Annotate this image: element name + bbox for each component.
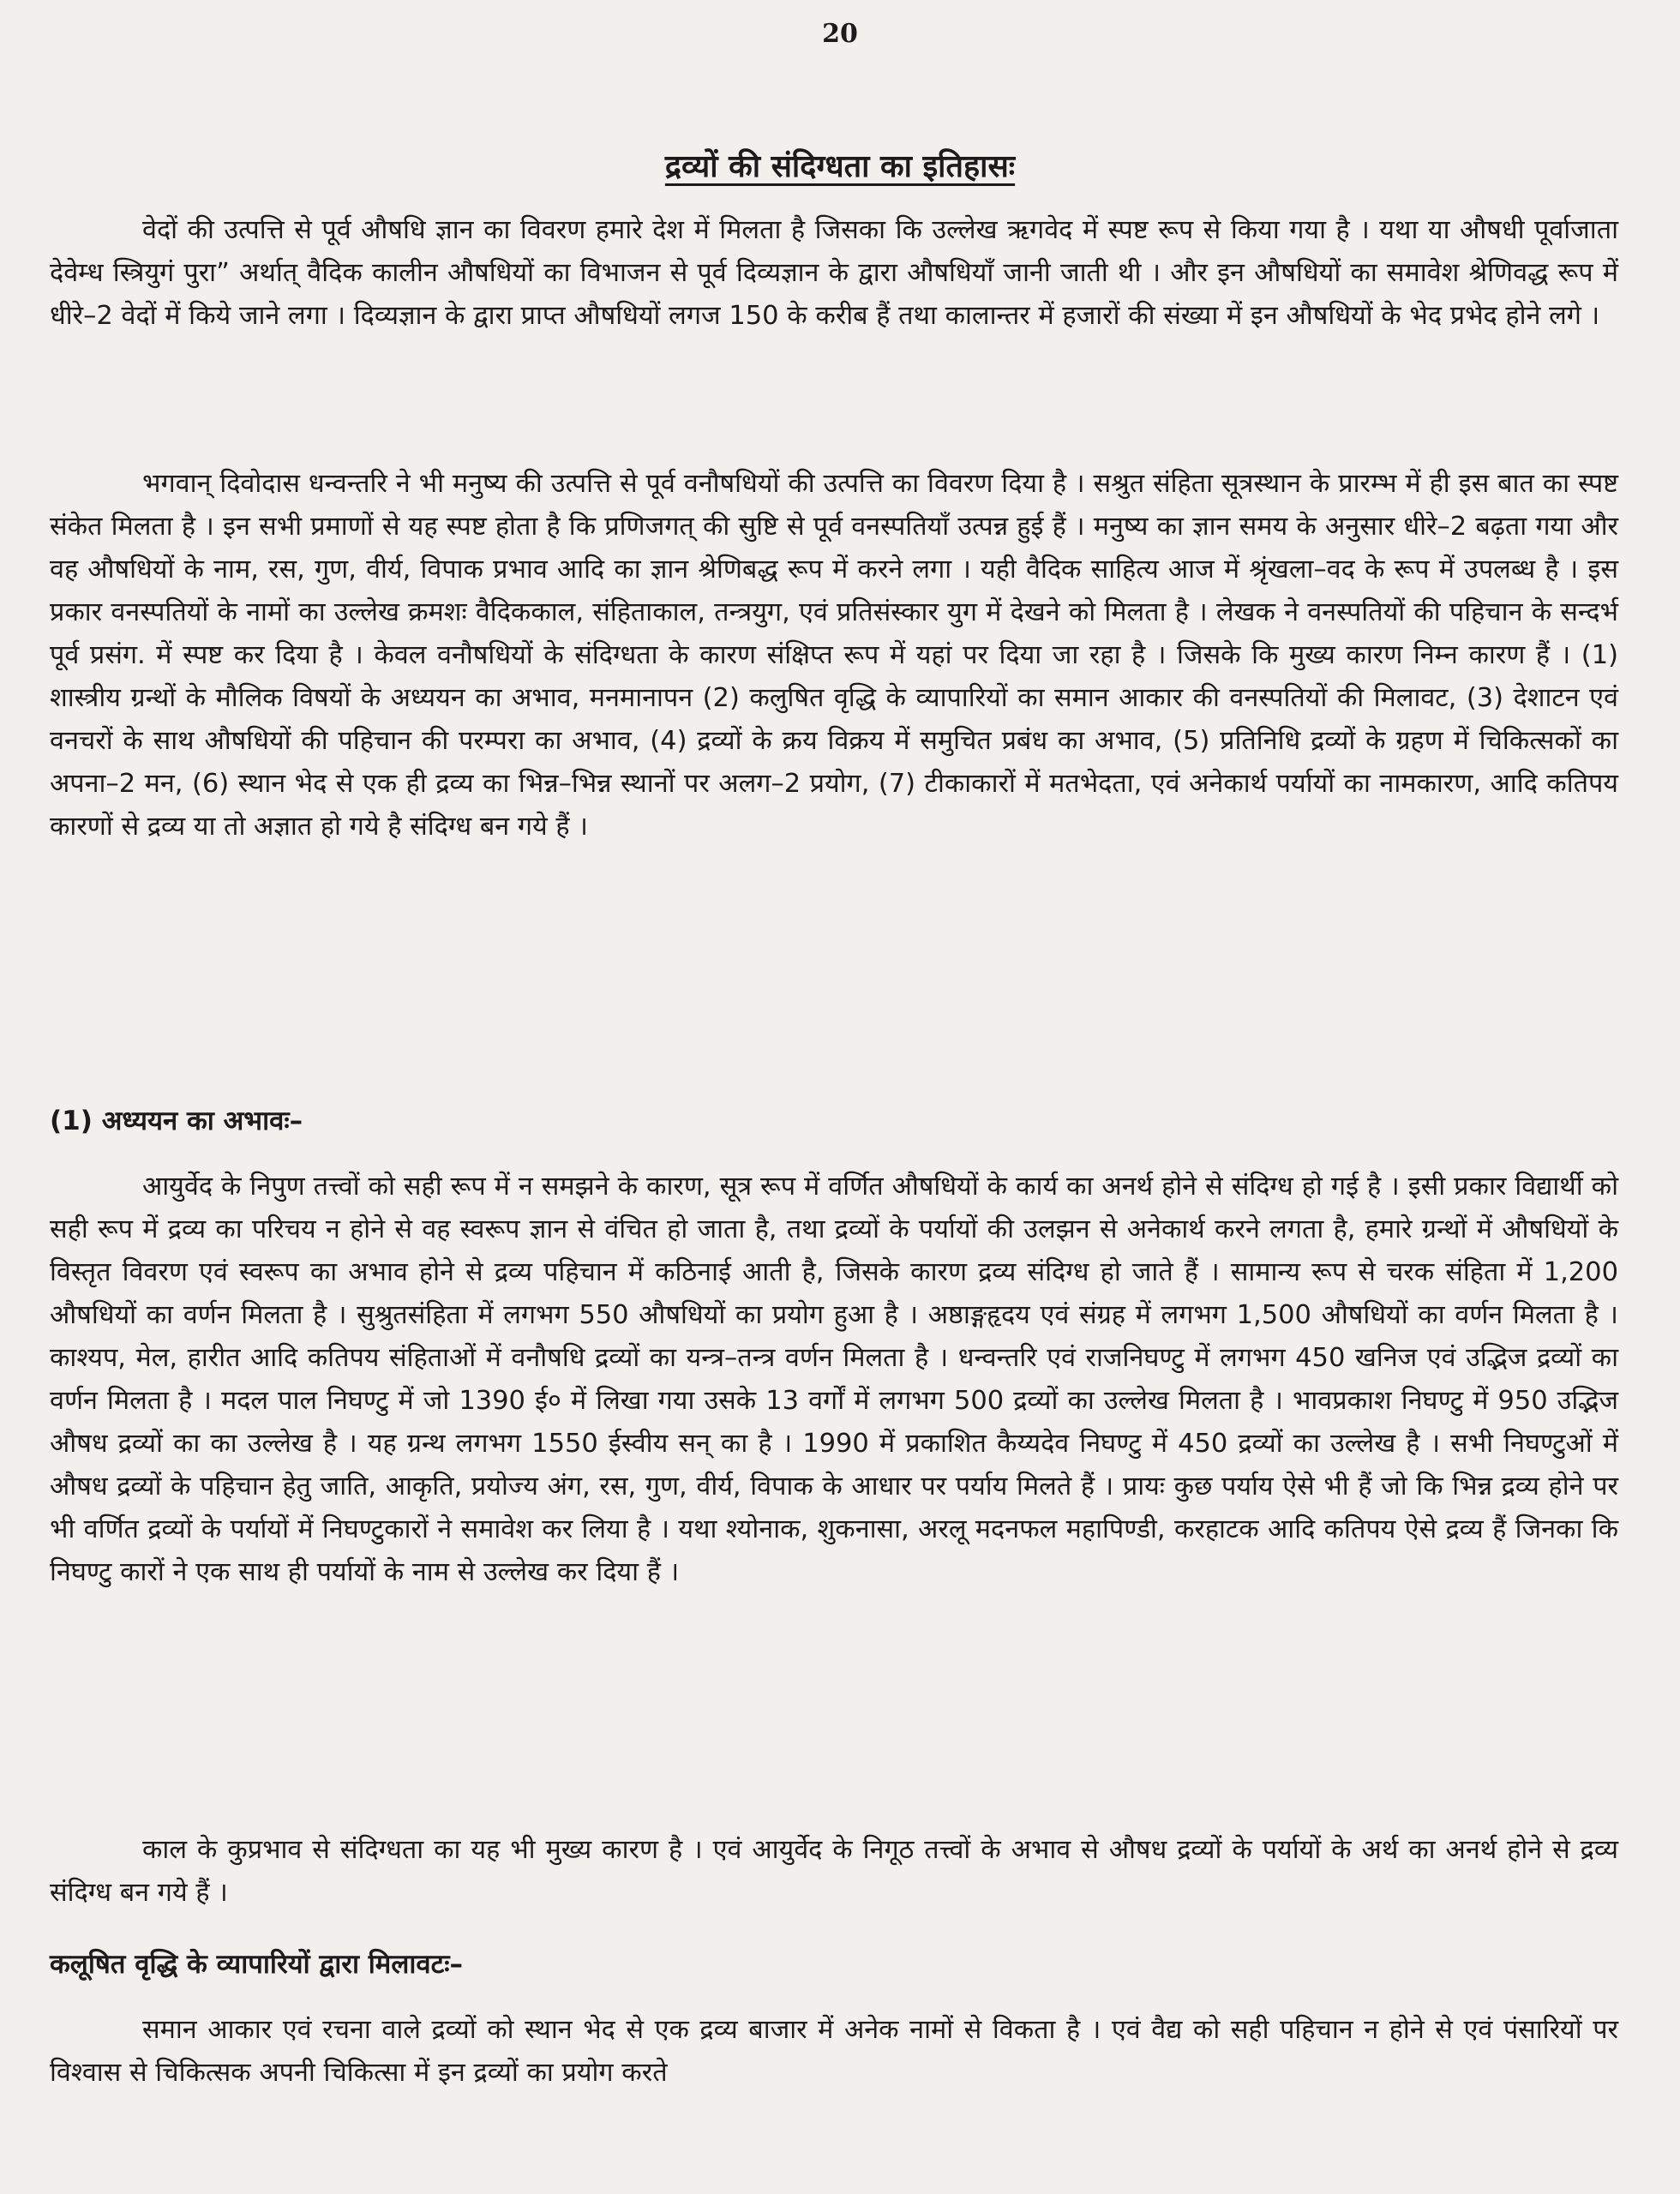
paragraph-text: समान आकार एवं रचना वाले द्रव्यों को स्थान भेद से एक द्रव्य बाजार में अनेक नामों से विकता है । एवं वैद्य को सही पहिचान न होने से एवं पंसारियों पर विश्वास से चिकित्सक अपनी चिकित्सा में इन द्रव्यों का प्रयोग करते [50,2015,1618,2088]
paragraph-vedic-origin [50,209,1618,338]
paragraph-time-effect [50,1829,1618,1915]
page-number: 20 [822,19,858,49]
paragraph-text: काल के कुप्रभाव से संदिग्धता का यह भी मुख्य कारण है । एवं आयुर्वेद के निगूठ तत्त्वों के अभाव से औषध द्रव्यों के पर्यायों के अर्थ का अनर्थ होने से द्रव्य संदिग्ध बन गये हैं । [50,1835,1618,1908]
paragraph-text: वेदों की उत्पत्ति से पूर्व औषधि ज्ञान का विवरण हमारे देश में मिलता है जिसका कि उल्लेख ऋगवेद में स्पष्ट रूप से किया गया है । यथा या औषधी पूर्वाजाता देवेम्ध स्त्रियुगं पुरा” अर्थात् वैदिक कालीन औषधियों का विभाजन से पूर्व दिव्यज्ञान के द्वारा औषधियाँ जानी जाती थी । और इन औषधियों का समावेश श्रेणिवद्ध रूप में धीरे–2 वेदों में किये जाने लगा । दिव्यज्ञान के द्वारा प्राप्त औषधियों लगज 150 के करीब हैं तथा कालान्तर में हजारों की संख्या में इन औषधियों के भेद प्रभेद होने लगे । [50,215,1618,331]
paragraph-adulteration [50,2009,1618,2095]
subheading-adulteration: कलूषित वृद्धि के व्यापारियों द्वारा मिलावटः– [50,1949,464,1980]
paragraph-text: आयुर्वेद के निपुण तत्त्वों को सही रूप में न समझने के कारण, सूत्र रूप में वर्णित औषधियों के कार्य का अनर्थ होने से संदिग्ध हो गई है । इसी प्रकार विद्यार्थी को सही रूप में द्रव्य का परिचय न होने से वह स्वरूप ज्ञान से वंचित हो जाता है, तथा द्रव्यों के पर्यायों की उलझन से अनेकार्थ करने लगता है, हमारे ग्रन्थों में औषधियों के विस्तृत विवरण एवं स्वरूप का अभाव होने से द्रव्य पहिचान में कठिनाई आती है, जिसके कारण द्रव्य संदिग्ध हो जाते हैं । सामान्य रूप से चरक संहिता में 1,200 औषधियों का वर्णन मिलता है । सुश्रुतसंहिता में लगभग 550 औषधियों का प्रयोग हुआ है । अष्ठाङ्गहृदय एवं संग्रह में लगभग 1,500 औषधियों का वर्णन मिलता है । काश्यप, मेल, हारीत आदि कतिपय संहिताओं में वनौषधि द्रव्यों का यन्त्र–तन्त्र वर्णन मिलता है । धन्वन्तरि एवं राजनिघण्टु में लगभग 450 खनिज एवं उद्भिज द्रव्यों का वर्णन मिलता है । मदल पाल निघण्टु में जो 1390 ई० में लिखा गया उसके 13 वर्गों में लगभग 500 द्रव्यों का उल्लेख मिलता है । भावप्रकाश निघण्टु में 950 उद्भिज औषध द्रव्यों का का उल्लेख है । यह ग्रन्थ लगभग 1550 ईस्वीय सन् का है । 1990 में प्रकाशित कैय्यदेव निघण्टु में 450 द्रव्यों का उल्लेख है । सभी निघण्टुओं में औषध द्रव्यों के पहिचान हेतु जाति, आकृति, प्रयोज्य अंग, रस, गुण, वीर्य, विपाक के आधार पर पर्याय मिलते हैं । प्रायः कुछ पर्याय ऐसे भी हैं जो कि भिन्न द्रव्य होने पर भी वर्णित द्रव्यों के पर्यायों में निघण्टुकारों ने समावेश कर लिया है । यथा श्योनाक, शुकनासा, अरलू मदनफल महापिण्डी, करहाटक आदि कतिपय ऐसे द्रव्य हैं जिनका कि निघण्टु कारों ने एक साथ ही पर्यायों के नाम से उल्लेख कर दिया हैं । [50,1172,1619,1587]
paragraph-causes [50,463,1618,848]
paragraph-study-lack [50,1166,1618,1594]
paragraph-text: भगवान् दिवोदास धन्वन्तरि ने भी मनुष्य की उत्पत्ति से पूर्व वनौषधियों की उत्पत्ति का विवरण दिया है । सश्रुत संहिता सूत्रस्थान के प्रारम्भ में ही इस बात का स्पष्ट संकेत मिलता है । इन सभी प्रमाणों से यह स्पष्ट होता है कि प्रणिजगत् की सुष्टि से पूर्व वनस्पतियाँ उत्पन्न हुई हैं । मनुष्य का ज्ञान समय के अनुसार धीरे–2 बढ़ता गया और वह औषधियों के नाम, रस, गुण, वीर्य, विपाक प्रभाव आदि का ज्ञान श्रेणिबद्ध रूप में करने लगा । यही वैदिक साहित्य आज में श्रृंखला–वद के रूप में उपलब्ध है । इस प्रकार वनस्पतियों के नामों का उल्लेख क्रमशः वैदिककाल, संहिताकाल, तन्त्रयुग, एवं प्रतिसंस्कार युग में देखने को मिलता है । लेखक ने वनस्पतियों की पहिचान के सन्दर्भ पूर्व प्रसंग. में स्पष्ट कर दिया है । केवल वनौषधियों के संदिग्धता के कारण संक्षिप्त रूप में यहां पर दिया जा रहा है । जिसके कि मुख्य कारण निम्न कारण हैं । (1) शास्त्रीय ग्रन्थों के मौलिक विषयों के अध्ययन का अभाव, मनमानापन (2) कलुषित वृद्धि के व्यापारियों का समान आकार की वनस्पतियों की मिलावट, (3) देशाटन एवं वनचरों के साथ औषधियों की पहिचान की परम्परा का अभाव, (4) द्रव्यों के क्रय विक्रय में समुचित प्रबंध का अभाव, (5) प्रतिनिधि द्रव्यों के ग्रहण में चिकित्सकों का अपना–2 मन, (6) स्थान भेद से एक ही द्रव्य का भिन्न–भिन्न स्थानों पर अलग–2 प्रयोग, (7) टीकाकारों में मतभेदता, एवं अनेकार्थ पर्यायों का नामकारण, आदि कतिपय कारणों से द्रव्य या तो अज्ञात हो गये है संदिग्ध बन गये हैं । [50,469,1618,842]
subheading-study-lack: (1) अध्ययन का अभावः– [50,1106,303,1136]
section-heading: द्रव्यों की संदिग्धता का इतिहासः [664,149,1016,184]
